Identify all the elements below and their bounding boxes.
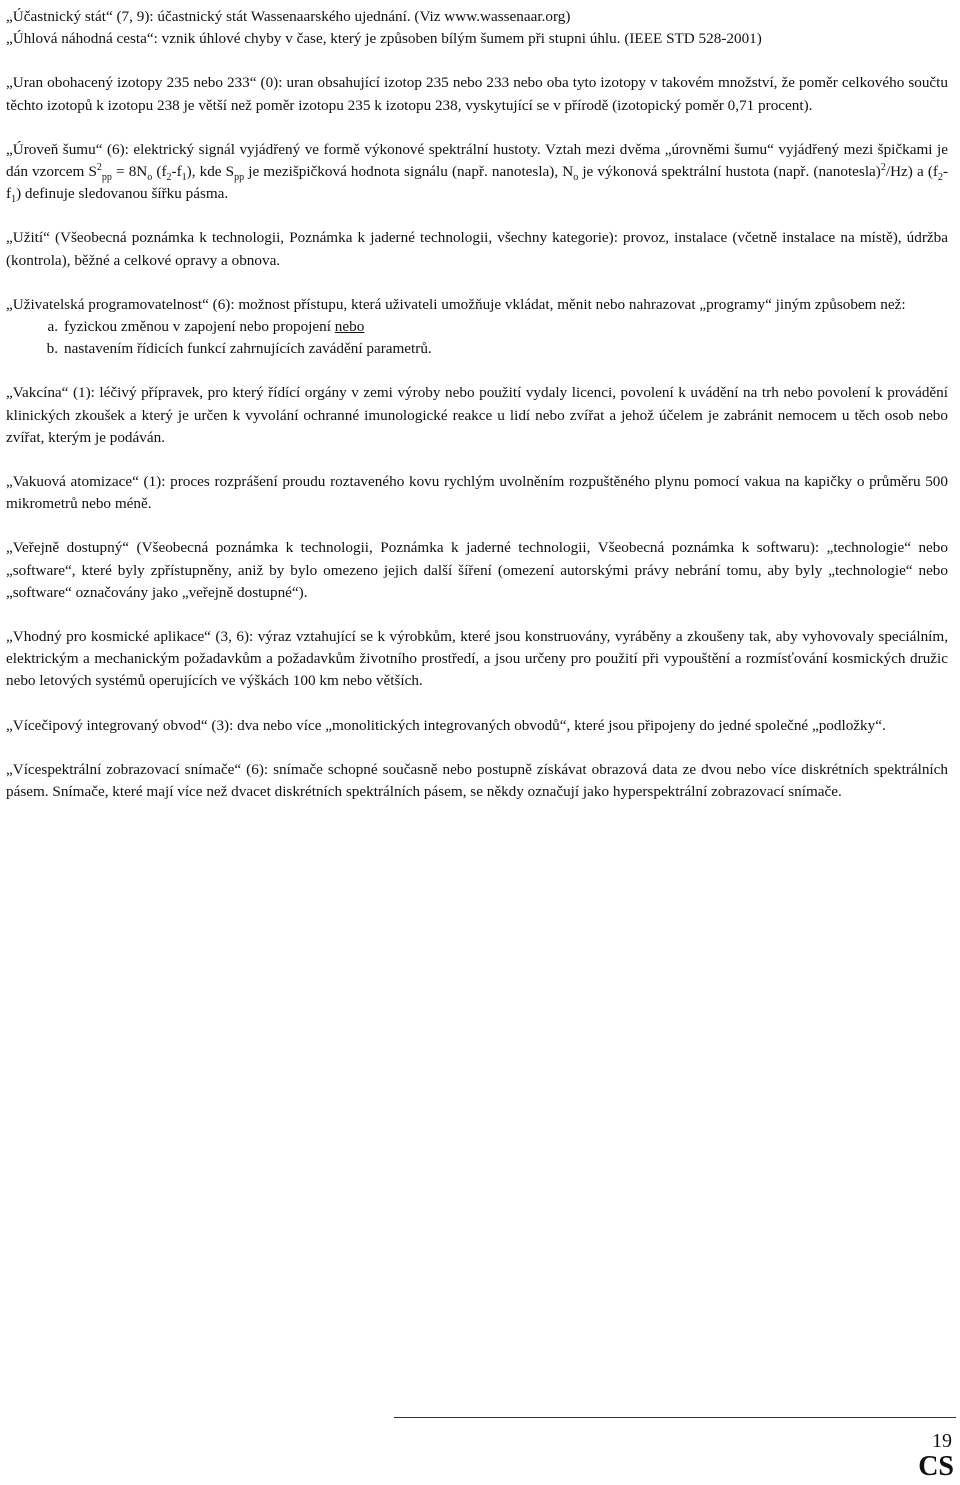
definition-enriched-uranium: „Uran obohacený izotopy 235 nebo 233“ (0): uran obsahující izotop 235 nebo 233 nebo oba tyto izotopy v takovém množství, že poměr celkového součtu těchto izotopů k izotopu 238 je větší než poměr izotopu 235 k izotopu 238, vyskytující se v přírodě (izotopický poměr 0,71 procent).: [6, 74, 948, 114]
list-item: a. fyzickou změnou v zapojení nebo propojení nebo: [6, 316, 948, 338]
page-number: 19: [932, 1430, 952, 1452]
definition-use: „Užití“ (Všeobecná poznámka k technologii, Poznámka k jaderné technologii, všechny kategorie): provoz, instalace (včetně instalace na místě), údržba (kontrola), běžné a celkové opravy a obnova.: [6, 229, 948, 269]
definition-noise-level: „Úroveň šumu“ (6): elektrický signál vyjádřený ve formě výkonové spektrální hustoty. Vztah mezi dvěma „úrovněmi šumu“ vyjádřený mezi špičkami je dán vzorcem $S^2_{pp} = 8N_o$ $(f_2-f_1)$, kde $S_{pp}$ je mezišpičková hodnota signálu (např. nanotesla), $N_o$ je výkonová spektrální hustota (např. (nanotesla)$^2$/Hz) a $(f_2-f_1)$ definuje sledovanou šířku pásma.: [6, 140, 948, 206]
definition-participating-state: „Účastnický stát“ (7, 9): účastnický stát Wassenaarského ujednání. (Viz www.wassenaar.org): [6, 8, 571, 25]
definition-space-qualified: „Vhodný pro kosmické aplikace“ (3, 6): výraz vztahující se k výrobkům, které jsou konstruovány, vyráběny a zkoušeny tak, aby vyhovovaly speciálním, elektrickým a mechanickým požadavkům a požadavkům životního prostředí, a jsou určeny pro použití při vypouštění a rozmísťování kosmických družic nebo letových systémů operujících ve výškách 100 km nebo větších.: [6, 628, 948, 690]
definition-vaccine: „Vakcína“ (1): léčivý přípravek, pro který řídící orgány v zemi výroby nebo použití vydaly licenci, povolení k uvádění na trh nebo povolení k provádění klinických zkoušek a který je určen k vyvolání ochranné imunologické reakce u lidí nebo zvířat a jehož účelem je zabránit nemocem u těch osob nebo zvířat, kterým je podáván.: [6, 384, 948, 446]
user-programmability-list: [6, 316, 948, 360]
list-item: b. nastavením řídicích funkcí zahrnujících zavádění parametrů.: [6, 338, 948, 360]
document-page: [6, 6, 948, 825]
footer-divider: [394, 1417, 956, 1418]
definition-user-programmability: „Uživatelská programovatelnost“ (6): možnost přístupu, která uživateli umožňuje vkládat, měnit nebo nahrazovat „programy“ jiným způsobem než:: [6, 295, 906, 313]
definition-multispectral-imaging-sensors: „Vícespektrální zobrazovací snímače“ (6): snímače schopné současně nebo postupně získávat obrazová data ze dvou nebo více diskrétních spektrálních pásem. Snímače, které mají více než dvacet diskrétních spektrálních pásem, se někdy označují jako hyperspektrální zobrazovací snímače.: [6, 760, 948, 801]
list-item-label: a.: [47, 318, 58, 336]
definition-multichip-integrated-circuit: „Vícečipový integrovaný obvod“ (3): dva nebo více „monolitických integrovaných obvodů“, které jsou připojeny do jedné společné „podložky“.: [6, 716, 886, 734]
definition-vacuum-atomization: „Vakuová atomizace“ (1): proces rozprášení proudu roztaveného kovu rychlým uvolněním rozpuštěného plynu pomocí vakua na kapičky o průměru 500 mikrometrů nebo méně.: [6, 473, 948, 513]
language-code: CS: [918, 1451, 954, 1482]
definition-angular-random-walk: „Úhlová náhodná cesta“: vznik úhlové chyby v čase, který je způsoben bílým šumem při stupni úhlu. (IEEE STD 528-2001): [6, 30, 762, 48]
list-item-label: b.: [46, 340, 58, 358]
definition-in-the-public-domain: „Veřejně dostupný“ (Všeobecná poznámka k technologii, Poznámka k jaderné technologii, Všeobecná poznámka k softwaru): „technologie“ nebo „software“, které byly zpřístupněny, aniž by bylo omezeno jejich další šíření (omezení autorskými právy nebrání tomu, aby byly „technologie“ nebo „software“ označovány jako „veřejně dostupné“).: [6, 539, 948, 601]
